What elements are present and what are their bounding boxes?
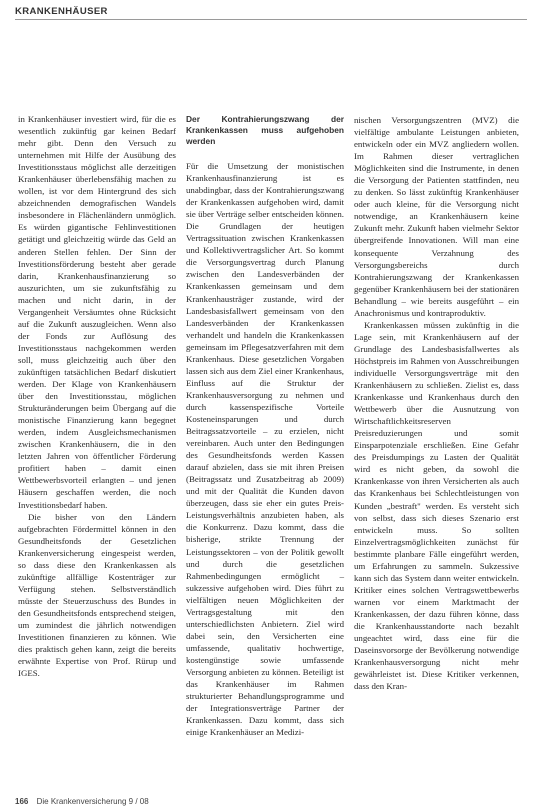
page-number: 166 <box>15 797 29 806</box>
page-header <box>15 6 527 20</box>
column-2 <box>186 114 344 738</box>
section-title: KRANKENHÄUSER <box>15 6 108 17</box>
paragraph: nischen Versorgungszentren (MVZ) die vielfältige ambulante Leistungen anbieten, entwickeln oder ein MVZ angliedern wollen. Im Rahmen dieser vertraglichen Möglichkeiten sind die Instrumente, in denen die Versorgung der Patienten stattfinden, neu zu denken. So lässt zukünftig Krankenhäuser oder auch kleine, für die Versorgung nicht notwendige, an Krankenhäusern keine Zukunft mehr. Zukunft haben vielmehr Sektor übergreifende Innovationen. Will man eine konsequente Verzahnung des Versorgungsbereichs durch Kontrahierungszwang der Krankenkassen gegenüber Krankenhäusern bei der stationären Behandlung – wie bereits ausgeführt – ein Anachronismus und kontraproduktiv. <box>354 115 519 318</box>
column-1 <box>18 113 176 679</box>
column-3 <box>354 114 519 692</box>
paragraph: Für die Umsetzung der monistischen Krankenhausfinanzierung ist es unabdingbar, dass der Kontrahierungszwang der Krankenkassen aufgehoben wird, damit sie über Verträge selber entscheiden können. Die Grundlagen der heutigen Vertragssituation zwischen Krankenkassen und Kollektivvertragslicher Art. So kommt die Versorgungsvertrag durch Planung zwischen den Landesverbänden der Krankenkassen gemeinsam und dem Krankenhausträger zustande, wird der Landesbasisfallwert gemeinsam von den Landesverbänden der Krankenkassen verhandelt und handeln die Krankenkassen gemeinsam im Pflegesatzverfahren mit dem Krankenhaus. Diese gesetzlichen Vorgaben lassen sich aus dem Ziel einer Krankenhaus, Einfluss auf die Struktur der Krankenhausversorgung zu nehmen und durch kassenspezifische Vorteile Kosteneinsparungen und durch Beitragssatzvorteile – zu erzielen, nicht vereinbaren. Auch unter den Bedingungen des Gesundheitsfonds werden Kassen darauf abzielen, dass sie mit ihren Preisen (Beitragssatz und Zusatzbeitrag ab 2009) und mit der Qualität die Kunden davon überzeugen, dass sie eher ein gutes Preis-Leistungsverhältnis anzubieten haben, als die Konkurrenz. Dazu kommt, dass die bisherige, strikte Trennung der Leistungssektoren – von der Politik gewollt und durch die gesetzlichen Rahmenbedingungen ermöglicht – sukzessive aufgehoben wird. Dies führt zu vielfältigen neuen Möglichkeiten der Vertragsgestaltung mit den unterschiedlichsten Anbietern. Ziel wird dabei sein, den Versicherten eine umfassende, qualitativ hochwertige, kostengünstige sowie umfassende Versorgung anbieten zu können. Beteiligt ist das Krankenhäuser im Rahmen strukturierter Behandlungsprogramme und der Integrationsverträge Partner der Krankenkassen. Dazu kommt, dass sich einige Krankenhäuser an Medizi- <box>186 161 344 738</box>
page-footer <box>15 797 149 806</box>
paragraph: in Krankenhäuser investiert wird, für die es wesentlich zukünftig gar keinen Bedarf mehr gibt. Denn den Versuch zu unternehmen mit Hilfe der Ausübung des Investitionsstaus möglichst alle derzeitigen Krankenhäuser überlebensfähig machen zu wollen, ist vor dem Hintergrund des sich abzeichnenden demografischen Wandels insbesondere in Flächenländern unmöglich. Es würden gigantische Fehlinvestitionen getätigt und gleichzeitig würde das Geld an anderen Stellen fehlen. Der Sinn der Investitionsförderung besteht aber gerade darin, Krankenhausfinanzierung so auszurichten, um sie zukunftsfähig zu machen und nicht darin, in der Vergangenheit Versäumtes ohne Rücksicht auf die Zukunft auszugleichen. Wenn also der Fonds zur Auflösung des Investitionsstaus nachgekommen werden soll, muss gleichzeitig auch über den zukünftigen tatsächlichen Bedarf diskutiert werden. Der Klage von Krankenhäusern über den Investitionsstau, möglichen Strukturänderungen beim Übergang auf die monistische Finanzierung kann begegnet werden, indem Ausgleichsmechanismen zwischen Krankenhäusern, die in den letzten Jahren von öffentlicher Förderung profitiert haben – damit einen Wettbewerbsvorteil erlangten – und jenen Häusern geschaffen werden, die noch Investitionsbedarf haben. <box>18 114 176 510</box>
paragraph: Krankenkassen müssen zukünftig in die Lage sein, mit Krankenhäusern auf der Grundlage des Landesbasisfallwertes als Höchstpreis im Rahmen von Ausschreibungen individuelle Versorgungsverträge mit den Krankenhäusern zu schließen. Zielist es, dass Krankenkasse und Krankenhaus durch den Wettbewerb über die Ausnutzung von Wirtschaftlichkeitsreserven Preisreduzierungen und somit Einsparpotenziale erschließen. Eine Gefahr des Preisdumpings zu Lasten der Qualität wird es nicht geben, da sowohl die Krankenkasse von ihren Versicherten als auch das Krankenhaus bei Schlechtleistungen von Kunden „bestraft" werden. Es versteht sich von selbst, dass sich dieses Szenario erst entwickeln muss. So sollten Einzelvertragsmöglichkeiten zunächst für bestimmte planbare Fälle eingeführt werden, um Erfahrungen zu sammeln. Sukzessive kann sich das System dann weiter entwickeln. Kritiker eines solchen Vertragswettbewerbs warnen vor einem Marktmacht der Krankenkassen, der dazu führen könne, dass die Krankenhausstandorte nach bezahlt ungeachtet wird, dass eine für die Daseinsvorsorge der Bevölkerung notwendige Krankenhausversorgung nicht mehr gewährleistet ist. Diese Kritiker verkennen, dass den Kran- <box>354 319 519 692</box>
header-divider <box>15 19 527 20</box>
paragraph: Die bisher von den Ländern aufgebrachten Fördermittel können in den Gesundheitsfonds der Gesetzlichen Krankenversicherung eingespeist werden, so dass diese den Krankenkassen als zukünftige allfällige Kostenträger zur Verfügung stehen. Selbstverständlich müsste der Steuerzuschuss des Bundes in den Gesundheitsfonds entsprechend steigen, um zumindest die jährlich notwendigen Investitionen finanzieren zu können. Wie dies praktisch gehen kann, zeigt die bereits erwähnte Expertise von Prof. Rürup und IGES. <box>18 511 176 679</box>
journal-name: Die Krankenversicherung 9 / 08 <box>36 797 149 806</box>
section-heading: Der Kontrahierungszwang der Krankenkassen muss aufgehoben werden <box>186 114 344 146</box>
